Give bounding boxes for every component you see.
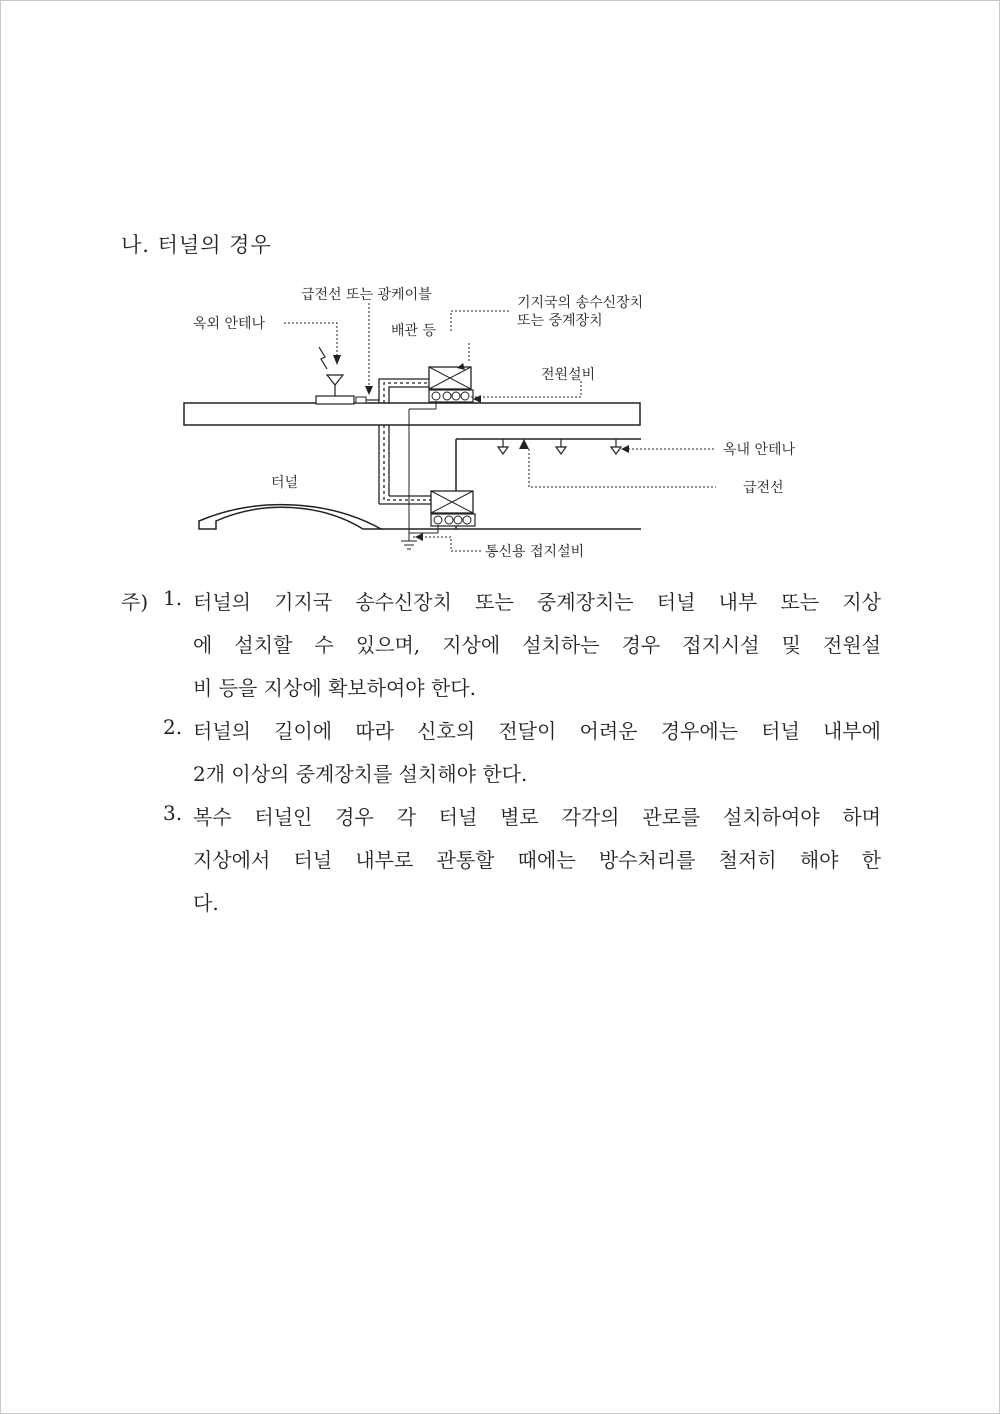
- note-line: 에 설치할 수 있으며, 지상에 설치하는 경우 접지시설 및 전원설: [193, 633, 881, 657]
- indoor-antenna-icon: [498, 439, 621, 454]
- note-number: 3.: [163, 801, 183, 825]
- note-line: 터널의 기지국 송수신장치 또는 중계장치는 터널 내부 또는 지상: [193, 590, 881, 614]
- label-indoor-antenna: 옥내 안테나: [723, 442, 796, 458]
- note-line: 복수 터널인 경우 각 터널 별로 각각의 관로를 설치하여야 하며: [193, 805, 881, 829]
- notes-prefix: 주): [121, 590, 149, 614]
- note-line: 2개 이상의 중계장치를 설치해야 한다.: [193, 762, 528, 786]
- label-grounding: 통신용 접지설비: [485, 544, 585, 560]
- ground-slab: [184, 403, 640, 425]
- label-feeder: 급전선: [743, 480, 784, 496]
- note-line: 비 등을 지상에 확보하여야 한다.: [193, 676, 476, 700]
- label-feeder-or-cable: 급전선 또는 광케이블: [301, 287, 432, 303]
- note-line: 터널의 길이에 따라 신호의 전달이 어려운 경우에는 터널 내부에: [193, 719, 881, 743]
- label-power: 전원설비: [541, 367, 596, 383]
- top-repeater-icon: [429, 367, 473, 402]
- note-number: 1.: [163, 586, 183, 610]
- label-base-station-line2: 또는 중계장치: [517, 313, 603, 329]
- bottom-repeater-icon: [431, 491, 475, 526]
- label-piping: 배관 등: [391, 323, 437, 339]
- tunnel-diagram: [151, 271, 851, 571]
- label-outdoor-antenna: 옥외 안테나: [193, 316, 266, 332]
- note-line: 다.: [193, 891, 219, 915]
- piping: [379, 379, 431, 504]
- section-heading: 나. 터널의 경우: [121, 233, 272, 257]
- note-line: 지상에서 터널 내부로 관통할 때에는 방수처리를 철저히 해야 한: [193, 848, 881, 872]
- note-number: 2.: [163, 715, 183, 739]
- label-tunnel: 터널: [271, 475, 299, 491]
- tunnel-arch: [199, 505, 381, 529]
- label-base-station-line1: 기지국의 송수신장치: [517, 295, 644, 311]
